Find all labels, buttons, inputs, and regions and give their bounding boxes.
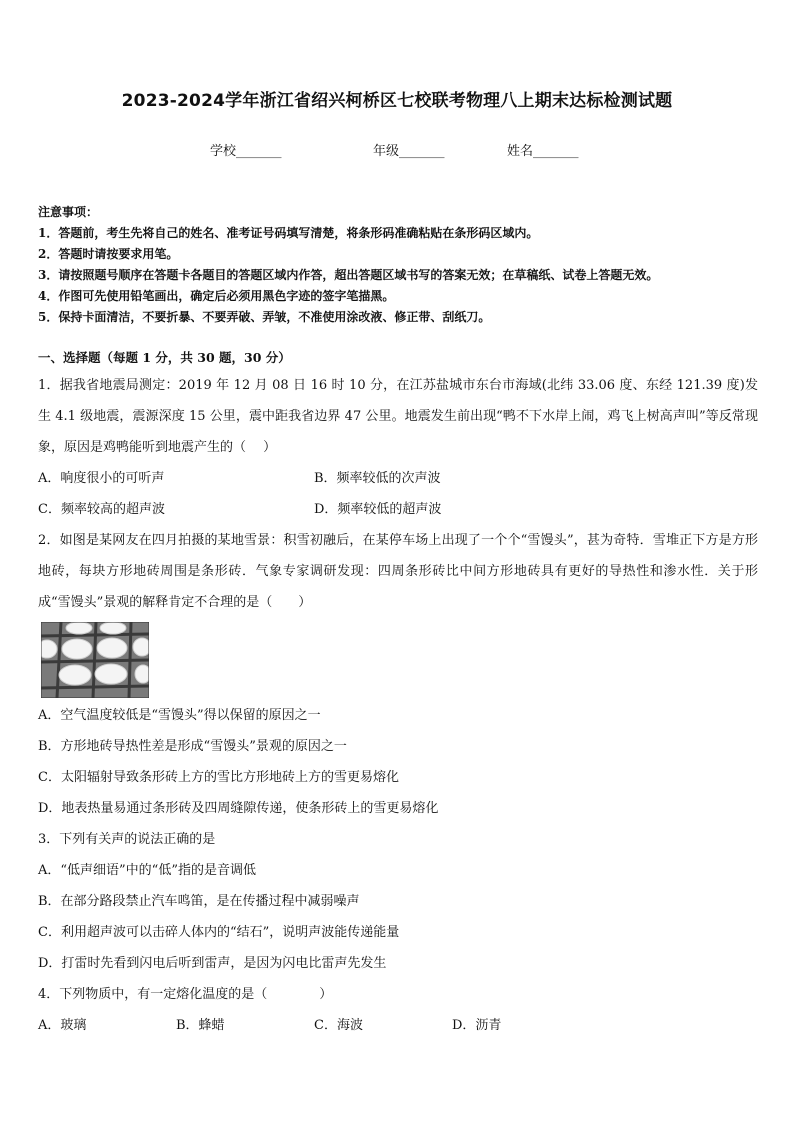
notice-item: 3．请按照题号顺序在答题卡各题目的答题区域内作答，超出答题区域书写的答案无效；在草稿纸、试卷上答题无效。 bbox=[38, 268, 659, 282]
question-2-option-b[interactable]: B．方形地砖导热性差是形成“雪馒头”景观的原因之一 bbox=[38, 739, 347, 754]
question-4-option-b[interactable]: B．蜂蜡 bbox=[176, 1018, 225, 1033]
grade-field[interactable]: 年级_______ bbox=[373, 144, 445, 159]
notice-block bbox=[38, 202, 758, 328]
section-heading: 一、选择题（每题 1 分，共 30 题，30 分） bbox=[38, 350, 291, 365]
notice-item: 4．作图可先使用铅笔画出，确定后必须用黑色字迹的签字笔描黑。 bbox=[38, 289, 395, 303]
question-3-stem: 3．下列有关声的说法正确的是 bbox=[38, 832, 216, 847]
exam-title: 2023-2024学年浙江省绍兴柯桥区七校联考物理八上期末达标检测试题 bbox=[121, 91, 673, 111]
question-4-options-row bbox=[38, 1010, 758, 1041]
question-4-option-a[interactable]: A．玻璃 bbox=[38, 1018, 87, 1033]
question-2-option-c[interactable]: C．太阳辐射导致条形砖上方的雪比方形地砖上方的雪更易熔化 bbox=[38, 770, 399, 785]
question-1-options-row-2 bbox=[38, 494, 758, 525]
question-1-option-c[interactable]: C．频率较高的超声波 bbox=[38, 502, 165, 517]
question-3-option-d[interactable]: D．打雷时先看到闪电后听到雷声，是因为闪电比雷声先发生 bbox=[38, 956, 387, 971]
questions-content bbox=[38, 370, 758, 1041]
notice-heading: 注意事项： bbox=[38, 205, 99, 219]
question-4-stem: 4．下列物质中，有一定熔化温度的是（ ） bbox=[38, 987, 333, 1002]
snow-mound-photo bbox=[41, 622, 149, 698]
name-field[interactable]: 姓名_______ bbox=[507, 144, 579, 159]
question-2-option-d[interactable]: D．地表热量易通过条形砖及四周缝隙传递，使条形砖上的雪更易熔化 bbox=[38, 801, 439, 816]
question-2-option-a[interactable]: A．空气温度较低是“雪馒头”得以保留的原因之一 bbox=[38, 708, 321, 723]
notice-item: 5．保持卡面清洁，不要折暴、不要弄破、弄皱，不准使用涂改液、修正带、刮纸刀。 bbox=[38, 310, 491, 324]
question-3-option-c[interactable]: C．利用超声波可以击碎人体内的“结石”，说明声波能传递能量 bbox=[38, 925, 400, 940]
question-4-option-d[interactable]: D．沥青 bbox=[452, 1018, 502, 1033]
question-1-option-b[interactable]: B．频率较低的次声波 bbox=[314, 471, 441, 486]
notice-item: 2．答题时请按要求用笔。 bbox=[38, 247, 179, 261]
school-field[interactable]: 学校_______ bbox=[210, 144, 282, 159]
notice-item: 1．答题前，考生先将自己的姓名、准考证号码填写清楚，将条形码准确粘贴在条形码区域内。 bbox=[38, 226, 539, 240]
question-3-option-a[interactable]: A．“低声细语”中的“低”指的是音调低 bbox=[38, 863, 256, 878]
question-1-options-row-1 bbox=[38, 463, 758, 494]
question-1-option-d[interactable]: D．频率较低的超声波 bbox=[314, 502, 442, 517]
question-3-option-b[interactable]: B．在部分路段禁止汽车鸣笛，是在传播过程中减弱噪声 bbox=[38, 894, 360, 909]
question-1-option-a[interactable]: A．响度很小的可听声 bbox=[38, 471, 165, 486]
question-2-stem: 2．如图是某网友在四月拍摄的某地雪景：积雪初融后，在某停车场上出现了一个个“雪馒头”，甚为奇特．雪堆正下方是方形地砖，每块方形地砖周围是条形砖．气象专家调研发现：四周条形砖比中间方形地砖具有更好的导热性和渗水性．关于形成“雪馒头”景观的解释肯定不合理的是（ ） bbox=[38, 533, 758, 610]
question-4-option-c[interactable]: C．海波 bbox=[314, 1018, 363, 1033]
question-1-stem: 1．据我省地震局测定：2019 年 12 月 08 日 16 时 10 分，在江苏盐城市东台市海域(北纬 33.06 度、东经 121.39 度)发生 4.1 级地震，震源深度 15 公里，震中距我省边界 47 公里。地震发生前出现“鸭不下水岸上闹，鸡飞上树高声叫”等反常现象，原因是鸡鸭能听到地震产生的（ ） bbox=[38, 378, 758, 455]
